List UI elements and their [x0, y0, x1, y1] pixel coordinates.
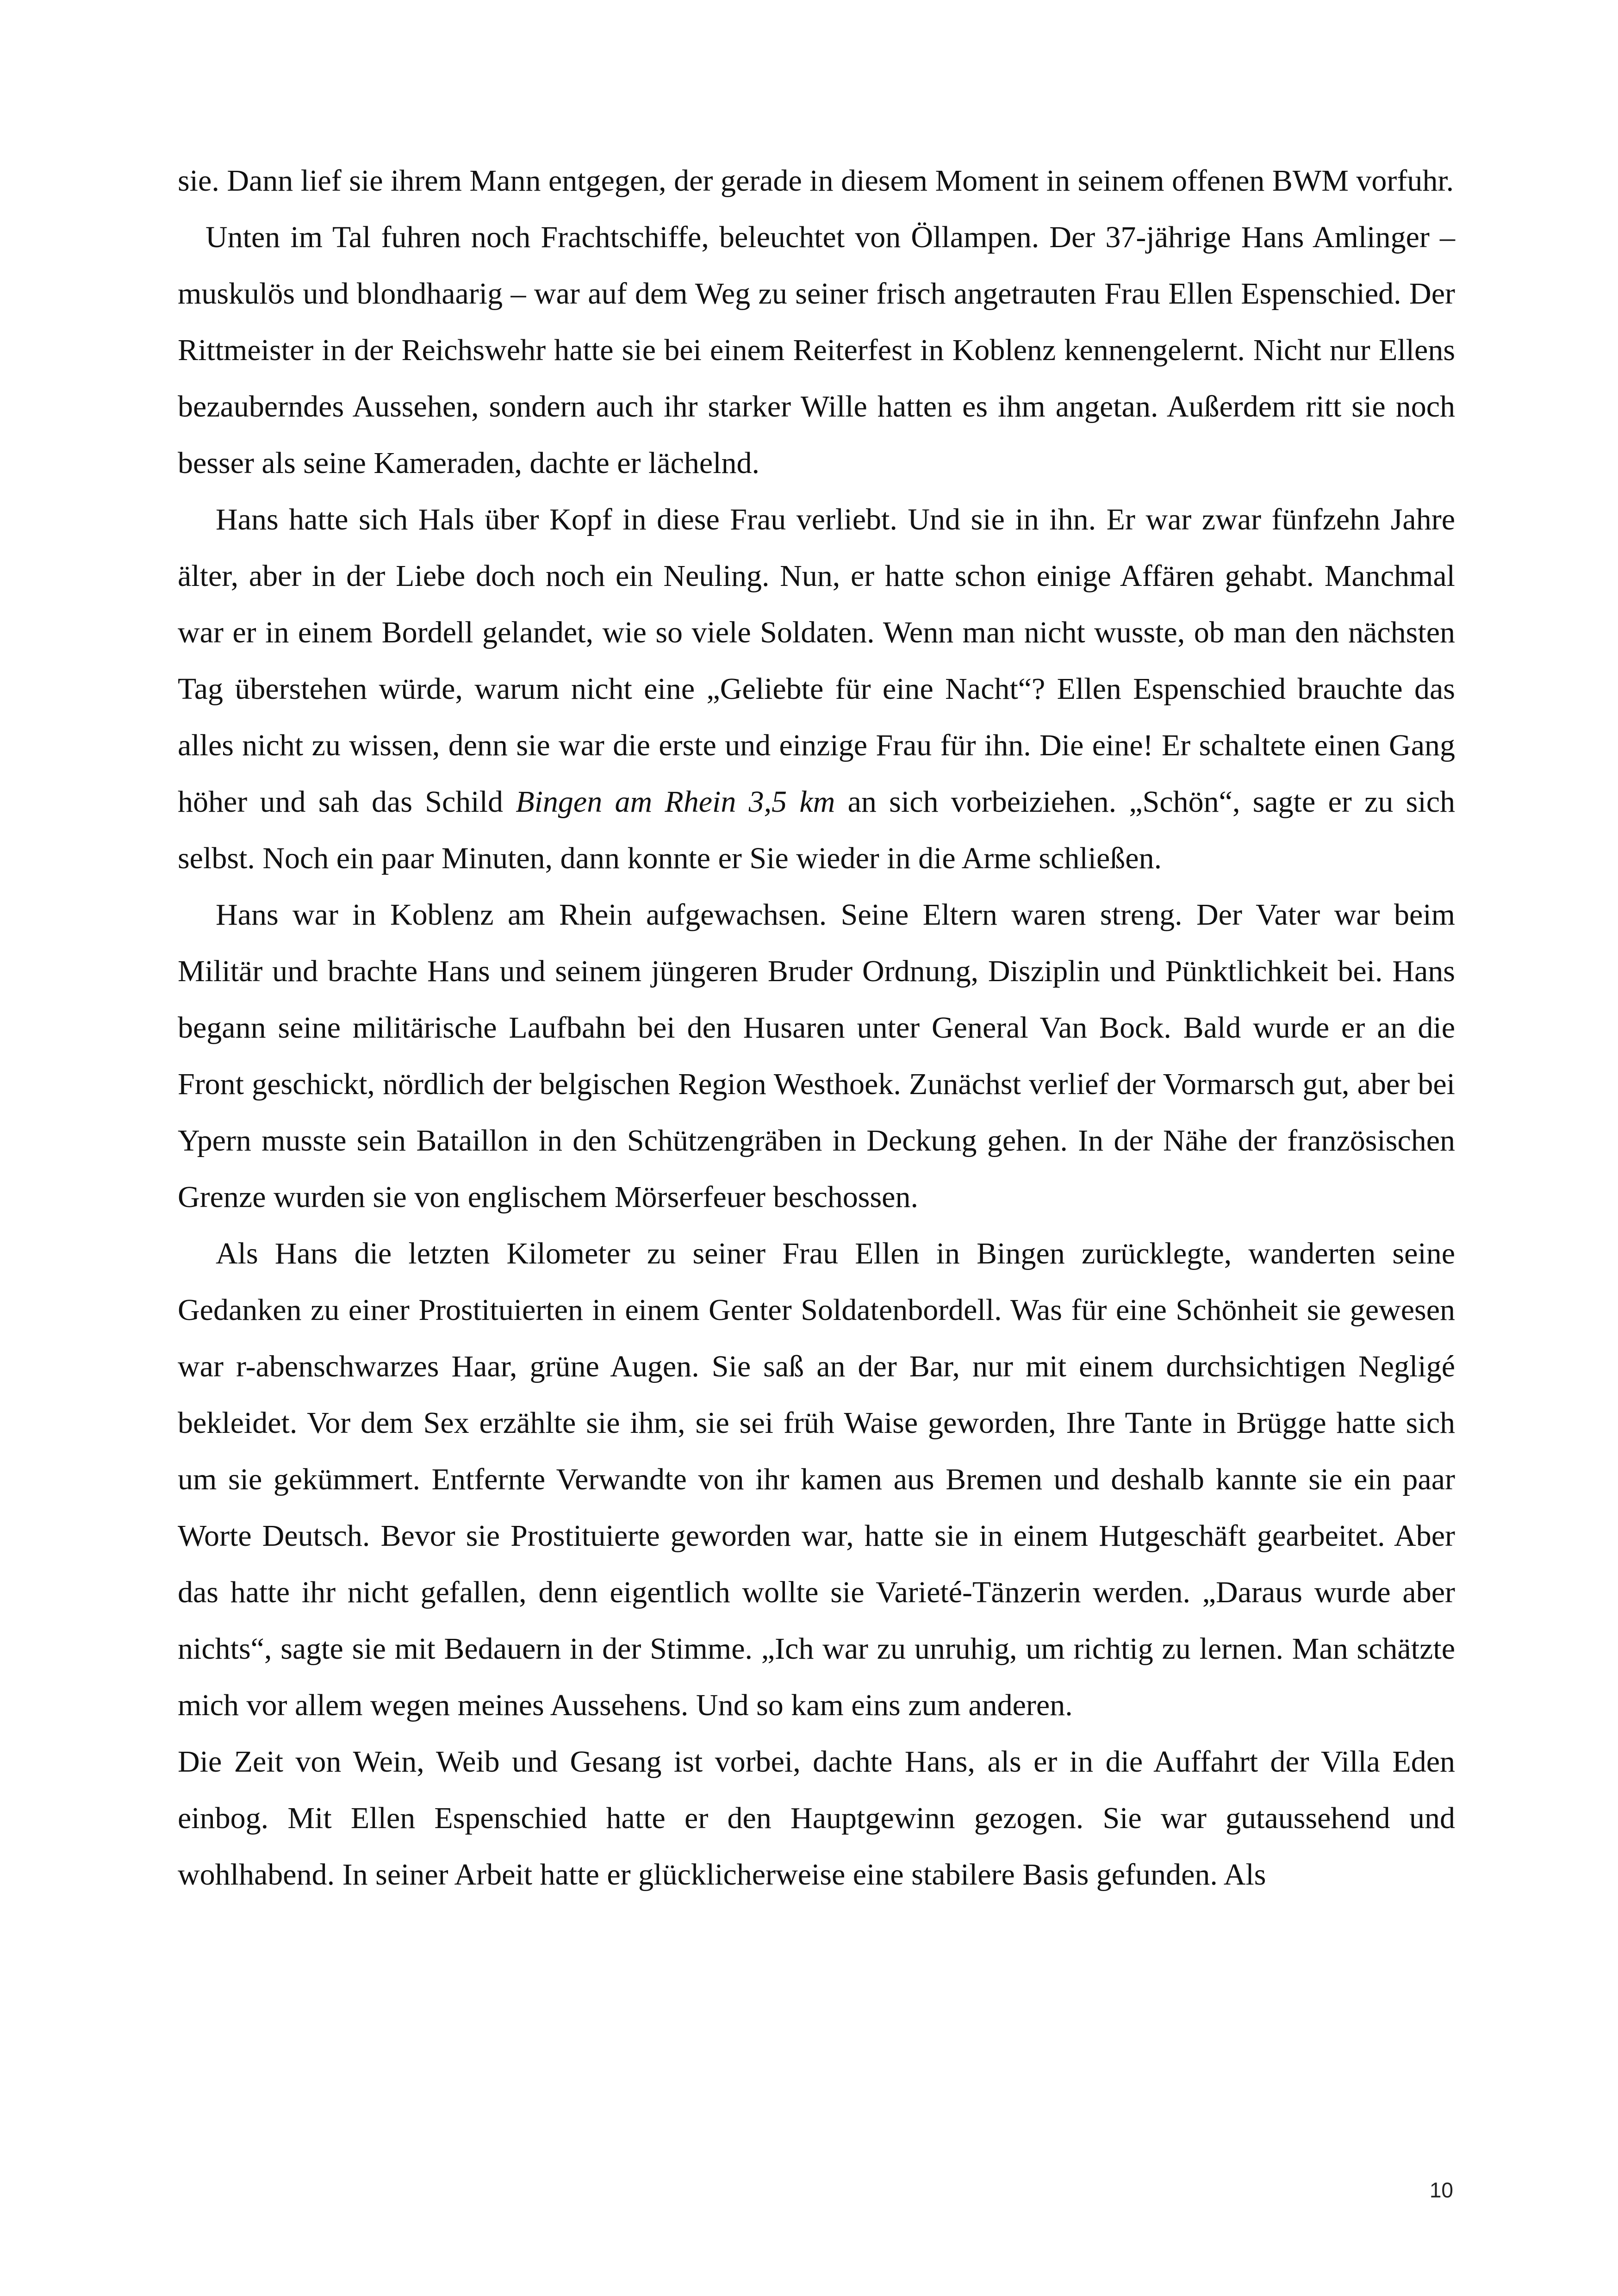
- paragraph-3-text-b: an sich vorbeiziehen. „Schön“, sagte er zu sich selbst. Noch ein paar Minuten, dann konnte er Sie wieder in die Arme schließen.: [178, 785, 1456, 875]
- paragraph-5: [178, 1226, 1455, 1734]
- road-sign-text: Bingen am Rhein 3,5 km: [516, 785, 835, 819]
- body-text: [178, 153, 1455, 1903]
- paragraph-4: [178, 887, 1455, 1226]
- paragraph-2: [178, 209, 1455, 492]
- paragraph-2-text: Unten im Tal fuhren noch Frachtschiffe, beleuchtet von Öllampen. Der 37-jährige Hans Amlinger – muskulös und blondhaarig – war auf dem Weg zu seiner frisch angetrauten Frau Ellen Espenschied. Der Rittmeister in der Reichswehr hatte sie bei einem Reiterfest in Koblenz kennengelernt. Nicht nur Ellens bezauberndes Aussehen, sondern auch ihr starker Wille hatten es ihm angetan. Außerdem ritt sie noch besser als seine Kameraden, dachte er lächelnd.: [178, 220, 1455, 480]
- page-number: 10: [1429, 2178, 1453, 2202]
- paragraph-6: [178, 1734, 1455, 1903]
- paragraph-1: [178, 153, 1455, 209]
- paragraph-6-text: Die Zeit von Wein, Weib und Gesang ist vorbei, dachte Hans, als er in die Auffahrt der Villa Eden einbog. Mit Ellen Espenschied hatte er den Hauptgewinn gezogen. Sie war gutaussehend und wohlhabend. In seiner Arbeit hatte er glücklicherweise eine stabilere Basis gefunden. Als: [178, 1745, 1455, 1892]
- paragraph-3: [178, 492, 1455, 887]
- paragraph-4-text: Hans war in Koblenz am Rhein aufgewachsen. Seine Eltern waren streng. Der Vater war beim Militär und brachte Hans und seinem jüngeren Bruder Ordnung, Disziplin und Pünktlichkeit bei. Hans begann seine militärische Laufbahn bei den Husaren unter General Van Bock. Bald wurde er an die Front geschickt, nördlich der belgischen Region Westhoek. Zunächst verlief der Vormarsch gut, aber bei Ypern musste sein Bataillon in den Schützengräben in Deckung gehen. In der Nähe der französischen Grenze wurden sie von englischem Mörserfeuer beschossen.: [178, 898, 1455, 1214]
- paragraph-3-text-a: Hans hatte sich Hals über Kopf in diese Frau verliebt. Und sie in ihn. Er war zwar fünfzehn Jahre älter, aber in der Liebe doch noch ein Neuling. Nun, er hatte schon einige Affären gehabt. Manchmal war er in einem Bordell gelandet, wie so viele Soldaten. Wenn man nicht wusste, ob man den nächsten Tag überstehen würde, warum nicht eine „Geliebte für eine Nacht“? Ellen Espenschied brauchte das alles nicht zu wissen, denn sie war die erste und einzige Frau für ihn. Die eine! Er schaltete einen Gang höher und sah das Schild: [178, 503, 1455, 819]
- paragraph-5-text: Als Hans die letzten Kilometer zu seiner Frau Ellen in Bingen zurücklegte, wanderten seine Gedanken zu einer Prostituierten in einem Genter Soldatenbordell. Was für eine Schönheit sie gewesen war r-abenschwarzes Haar, grüne Augen. Sie saß an der Bar, nur mit einem durchsichtigen Negligé bekleidet. Vor dem Sex erzählte sie ihm, sie sei früh Waise geworden, Ihre Tante in Brügge hatte sich um sie gekümmert. Entfernte Verwandte von ihr kamen aus Bremen und deshalb kannte sie ein paar Worte Deutsch. Bevor sie Prostituierte geworden war, hatte sie in einem Hutgeschäft gearbeitet. Aber das hatte ihr nicht gefallen, denn eigentlich wollte sie Varieté-Tänzerin werden. „Daraus wurde aber nichts“, sagte sie mit Bedauern in der Stimme. „Ich war zu unruhig, um richtig zu lernen. Man schätzte mich vor allem wegen meines Aussehens. Und so kam eins zum anderen.: [178, 1237, 1455, 1722]
- paragraph-1-text: sie. Dann lief sie ihrem Mann entgegen, der gerade in diesem Moment in seinem offenen BWM vorfuhr.: [178, 164, 1454, 198]
